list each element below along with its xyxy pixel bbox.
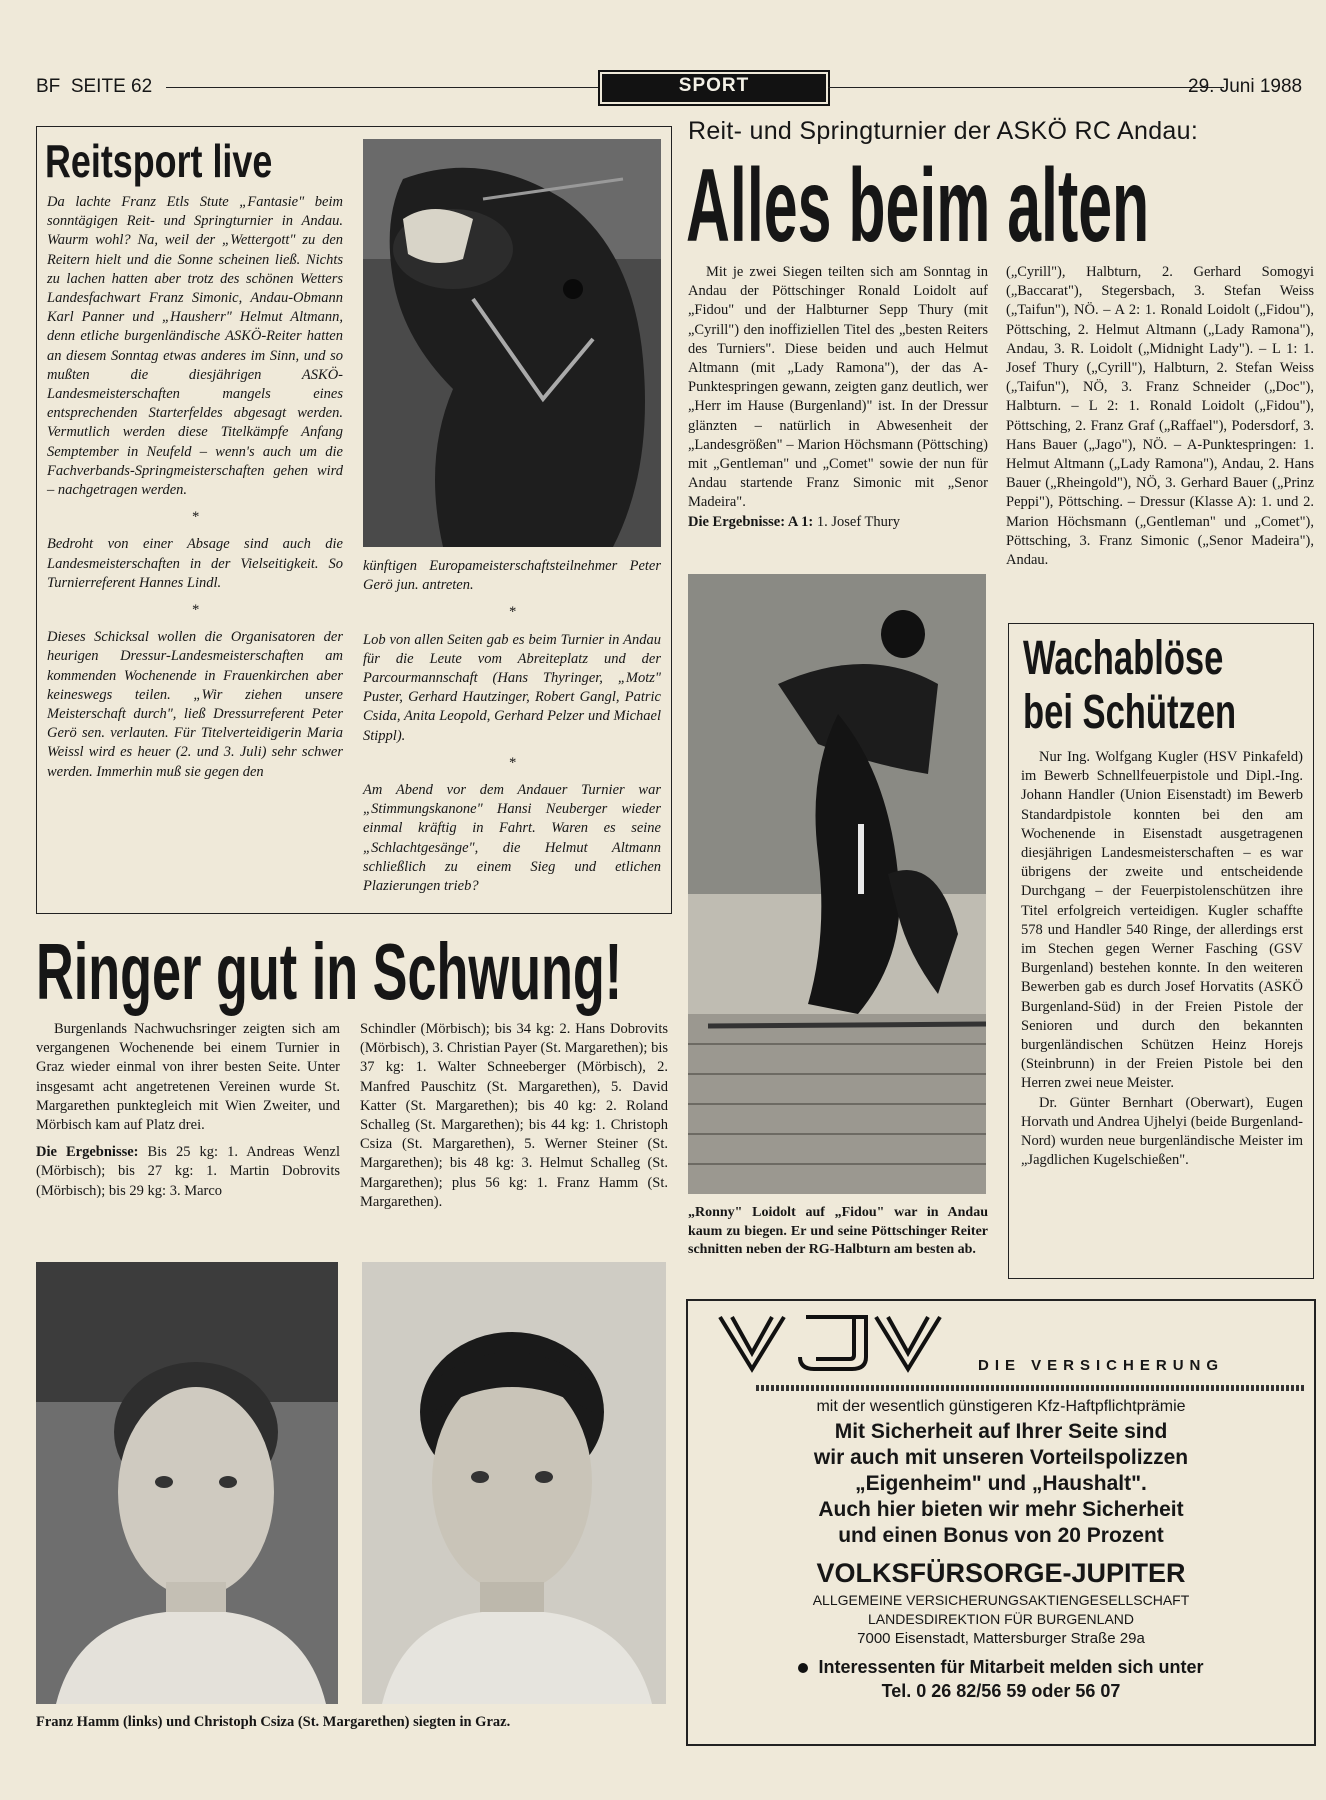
separator-star: * — [191, 509, 199, 526]
schuetzen-p1: Nur Ing. Wolfgang Kugler (HSV Pinkafeld) im Bewerb Schnellfeuerpistole und Dipl.-Ing. Johann Handler (Union Eisenstadt) im Bewerb Standardpistole konnten bei den am Wochenende in Eisenstadt ausgetragenen diesjährigen Landesmeisterschaften – es war übrigens der zweite und entscheidende Durchgang – der Feuerpistolenschützen ihre Titel erfolgreich verteidigen. Kugler schaffte 578 und Handler 540 Ringe, der allerdings erst im Stechen gegen Werner Fasching (GSV Burgenland) bestehen konnte. In den weiteren Bewerben gab es durch Josef Horvatits (ASKÖ Burgenland-Süd) in der Freien Pistole der Senioren und durch den bekannten burgenländischen Schützen Heinz Horejs (Steinbrunn) in der Freien Pistole bei den Herren zwei neue Meister. — [1021, 749, 1303, 1092]
ringer-caption: Franz Hamm (links) und Christoph Csiza (St. Margarethen) siegten in Graz. — [36, 1714, 511, 1730]
andau-caption: „Ronny" Loidolt auf „Fidou" war in Andau kaum zu biegen. Er und seine Pöttschinger Reiter schnitten neben der RG-Halbturn am besten ab. — [688, 1205, 988, 1257]
schuetzen-box — [1008, 623, 1314, 1279]
ad-sub-1: ALLGEMEINE VERSICHERUNGSAKTIENGESELLSCHAFT — [812, 1592, 1190, 1608]
ad-contact-text: Interessenten für Mitarbeit melden sich unter — [818, 1657, 1204, 1677]
reitsport-title: Reitsport live — [45, 135, 273, 187]
franz-hamm-photo — [36, 1262, 338, 1704]
andau-col1 — [688, 263, 988, 532]
bullet-icon — [798, 1663, 808, 1673]
vjv-ad — [686, 1299, 1316, 1746]
ad-contact-2: Tel. 0 26 82/56 59 oder 56 07 — [881, 1681, 1121, 1701]
ringer-results-first: Bis 25 kg: 1. Andreas Wenzl (Mörbisch); bis 27 kg: 1. Martin Dobrovits (Mörbisch); bis 29 kg: 3. Marco — [36, 1144, 340, 1199]
ad-tagline: DIE VERSICHERUNG — [978, 1357, 1225, 1374]
ad-company: VOLKSFÜRSORGE-JUPITER — [816, 1558, 1186, 1588]
separator-star: * — [508, 604, 516, 621]
ringer-col2 — [360, 1020, 668, 1212]
schuetzen-title-2: bei Schützen — [1023, 686, 1237, 739]
andau-results-first: 1. Josef Thury — [813, 513, 900, 530]
header-rule-left — [166, 87, 598, 88]
andau-p1: Mit je zwei Siegen teilten sich am Sonntag in Andau der Pöttschinger Ronald Loidolt auf „Fidou" und der Halbturner Sepp Thury (mit „Cyrill") den inoffiziellen Titel des „besten Reiters des Turniers". Diese beiden und auch Helmut Altmann (mit „Lady Ramona"), der das A-Punktespringen gewann, zeigten ganz deutlich, wer „Herr im Hause (Burgenland)" ist. In der Dressur glänzten – natürlich in Abwesenheit der „Landesgrößen" – Marion Höchsmann (Pöttsching) mit „Gentleman" und „Comet" sowie der nun für Andau startende Franz Simonic mit „Senor Madeira". — [688, 264, 988, 511]
ad-line-1: mit der wesentlich günstigeren Kfz-Haftpflichtprämie — [816, 1398, 1186, 1415]
horse-laughing-photo — [363, 139, 661, 547]
boy-portrait-right — [362, 1262, 666, 1704]
separator-star: * — [508, 754, 516, 771]
section-label-box — [600, 72, 828, 104]
andau-headline: Alles beim alten — [686, 148, 1150, 264]
reitsport-p5: Lob von allen Seiten gab es beim Turnier in Andau für die Leute vom Abreiteplatz und der Parcourmannschaft (Hans Thyringer, „Motz" Puster, Gerhard Hautzinger, Robert Gangl, Patric Csida, Anita Leopold, Gerhard Pelzer und Michael Stippl). — [363, 631, 661, 744]
ad-line-3: wir auch mit unseren Vorteilspolizzen — [813, 1446, 1189, 1469]
reitsport-box — [36, 126, 672, 914]
ringer-col1 — [36, 1020, 340, 1201]
page-date: 29. Juni 1988 — [1188, 76, 1303, 97]
reitsport-col2 — [363, 557, 661, 896]
header-rule-right — [828, 87, 1224, 88]
ad-rule — [756, 1385, 1304, 1391]
ad-line-5: Auch hier bieten wir mehr Sicherheit — [818, 1498, 1184, 1521]
separator-star: * — [191, 602, 199, 619]
boy-portrait-left — [36, 1262, 338, 1704]
show-jumping-image — [688, 574, 986, 1194]
ringer-results-label: Die Ergebnisse: — [36, 1144, 139, 1161]
horse-head-image — [363, 139, 661, 547]
ad-content — [688, 1395, 1314, 1703]
vjv-logo-icon — [716, 1313, 948, 1373]
page-header — [36, 72, 1316, 102]
vjv-logo — [716, 1313, 948, 1373]
ringer-headline: Ringer gut in Schwung! — [36, 927, 623, 1016]
andau-results-start — [688, 513, 988, 532]
reitsport-p6: Am Abend vor dem Andauer Turnier war „Stimmungskanone" Hansi Neuberger wieder einmal kräftig in Fahrt. Waren es seine „Schlachtgesänge", die Helmut Altmann schließlich zu einem Sieg und etlichen Plazierungen trieb? — [363, 782, 661, 895]
ringer-results-start — [36, 1143, 340, 1201]
schuetzen-body — [1021, 748, 1303, 1170]
ringer-p1: Burgenlands Nachwuchsringer zeigten sich am vergangenen Wochenende bei einem Turnier in Graz wieder einmal von ihrer besten Seite. Unter insgesamt acht angetretenen Vereinen wurde St. Margarethen punktegleich mit Wien Zweiter, und Mörbisch kam auf Platz drei. — [36, 1021, 340, 1134]
reitsport-p4: künftigen Europameisterschaftsteilnehmer Peter Gerö jun. antreten. — [363, 558, 661, 594]
reitsport-col1 — [47, 193, 343, 782]
schuetzen-p2: Dr. Günter Bernhart (Oberwart), Eugen Horvath und Andrea Ujhelyi (beide Burgenland-Nord) wurden neue burgenländische Meister im „Jagdlichen Kugelschießen". — [1021, 1094, 1303, 1169]
andau-results: („Cyrill"), Halbturn, 2. Gerhard Somogyi („Baccarat"), Stegersbach, 3. Stefan Weiss („Taifun"), NÖ. – A 2: 1. Ronald Loidolt („Fidou"), Pöttsching, 2. Helmut Altmann („Lady Ramona"), Andau, 3. R. Loidolt („Midnight Lady"). – L 1: 1. Josef Thury („Cyrill"), Halbturn, 2. Stefan Weiss („Taifun"), NÖ, 3. Franz Schneider („Doc"), Halbturn. – L 2: 1. Ronald Loidolt („Fidou"), Pöttsching, 2. Franz Graf („Raffael"), Podersdorf, 3. Hans Bauer („Jago"), NÖ. – A-Punktespringen: 1. Helmut Altmann („Lady Ramona"), Andau, 2. Hans Bauer („Rheingold"), NÖ, 3. Gerhard Bauer („Prinz Peppi"), Pöttsching. – Dressur (Klasse A): 1. und 2. Marion Höchsmann („Gentleman" und „Comet"), Pöttsching, 3. Franz Simonic („Senor Madeira"), Andau. — [1006, 264, 1314, 569]
andau-results-label: Die Ergebnisse: A 1: — [688, 513, 814, 530]
reitsport-p1: Da lachte Franz Etls Stute „Fantasie" beim sonntägigen Reit- und Springturnier in Andau. Waurm wohl? Na, weil der „Wettergott" zu den Reitern hielt und die Sonne scheinen ließ. Nichts zu lachen hatten aber trotz des schönen Wetters Landesfachwart Franz Simonic, Andau-Obmann Karl Panner und „Hausherr" Helmut Altmann, denn etliche burgenländische ASKÖ-Reiter hatten an diesem Sonntag etwas anderes im Sinn, und so mußten die diesjährigen ASKÖ-Landesmeisterschaften mangels eines entsprechenden Starterfeldes abgesagt werden. Vermutlich werden diese Titelkämpfe Anfang Semptember in Neufeld – wenn's auch um die Fachverbands-Springmeisterschaften gehen wird – nachgetragen werden. — [47, 194, 343, 499]
reitsport-p2: Bedroht von einer Absage sind auch die Landesmeisterschaften in der Vielseitigkeit. So Turnierreferent Hannes Lindl. — [47, 536, 343, 591]
jumping-rider-photo — [688, 574, 986, 1194]
ad-line-2: Mit Sicherheit auf Ihrer Seite sind — [834, 1420, 1168, 1443]
reitsport-p3: Dieses Schicksal wollen die Organisatoren der heurigen Dressur-Landesmeisterschaften am kommenden Wochenende in Frauenkirchen aber keineswegs teilen. „Wir ziehen unsere Meisterschaft durch", ließ Dressurreferent Peter Gerö sen. verlauten. Für Titelverteidigerin Maria Weissl wird es heuer (2. und 3. Juli) sehr schwer werden. Immerhin muß sie gegen den — [47, 629, 343, 780]
ringer-results: Schindler (Mörbisch); bis 34 kg: 2. Hans Dobrovits (Mörbisch), 3. Christian Payer (St. Margarethen); bis 37 kg: 1. Walter Schneeberger (Mörbisch), 2. Manfred Pauschitz (St. Margarethen), 5. David Katter (St. Margarethen); bis 40 kg: 2. Roland Schalleg (St. Margarethen); bis 44 kg: 1. Christoph Csiza (St. Margarethen), 5. Werner Steiner (St. Margarethen); bis 48 kg: 3. Helmut Schalleg (St. Margarethen); plus 56 kg: 1. Franz Hamm (St. Margarethen). — [360, 1021, 668, 1210]
page-number: BF SEITE 62 — [36, 76, 153, 97]
andau-col2 — [1006, 263, 1314, 570]
ad-sub-2: LANDESDIREKTION FÜR BURGENLAND — [867, 1611, 1135, 1627]
ad-address: 7000 Eisenstadt, Mattersburger Straße 29a — [857, 1630, 1145, 1647]
ad-contact-1 — [688, 1655, 1314, 1679]
schuetzen-title-1: Wachablöse — [1023, 632, 1224, 685]
section-label: SPORT — [678, 75, 750, 96]
andau-kicker: Reit- und Springturnier der ASKÖ RC Andau: — [688, 117, 1199, 145]
ad-line-6: und einen Bonus von 20 Prozent — [838, 1524, 1164, 1547]
ad-line-4: „Eigenheim" und „Haushalt". — [855, 1472, 1147, 1495]
christoph-csiza-photo — [362, 1262, 666, 1704]
